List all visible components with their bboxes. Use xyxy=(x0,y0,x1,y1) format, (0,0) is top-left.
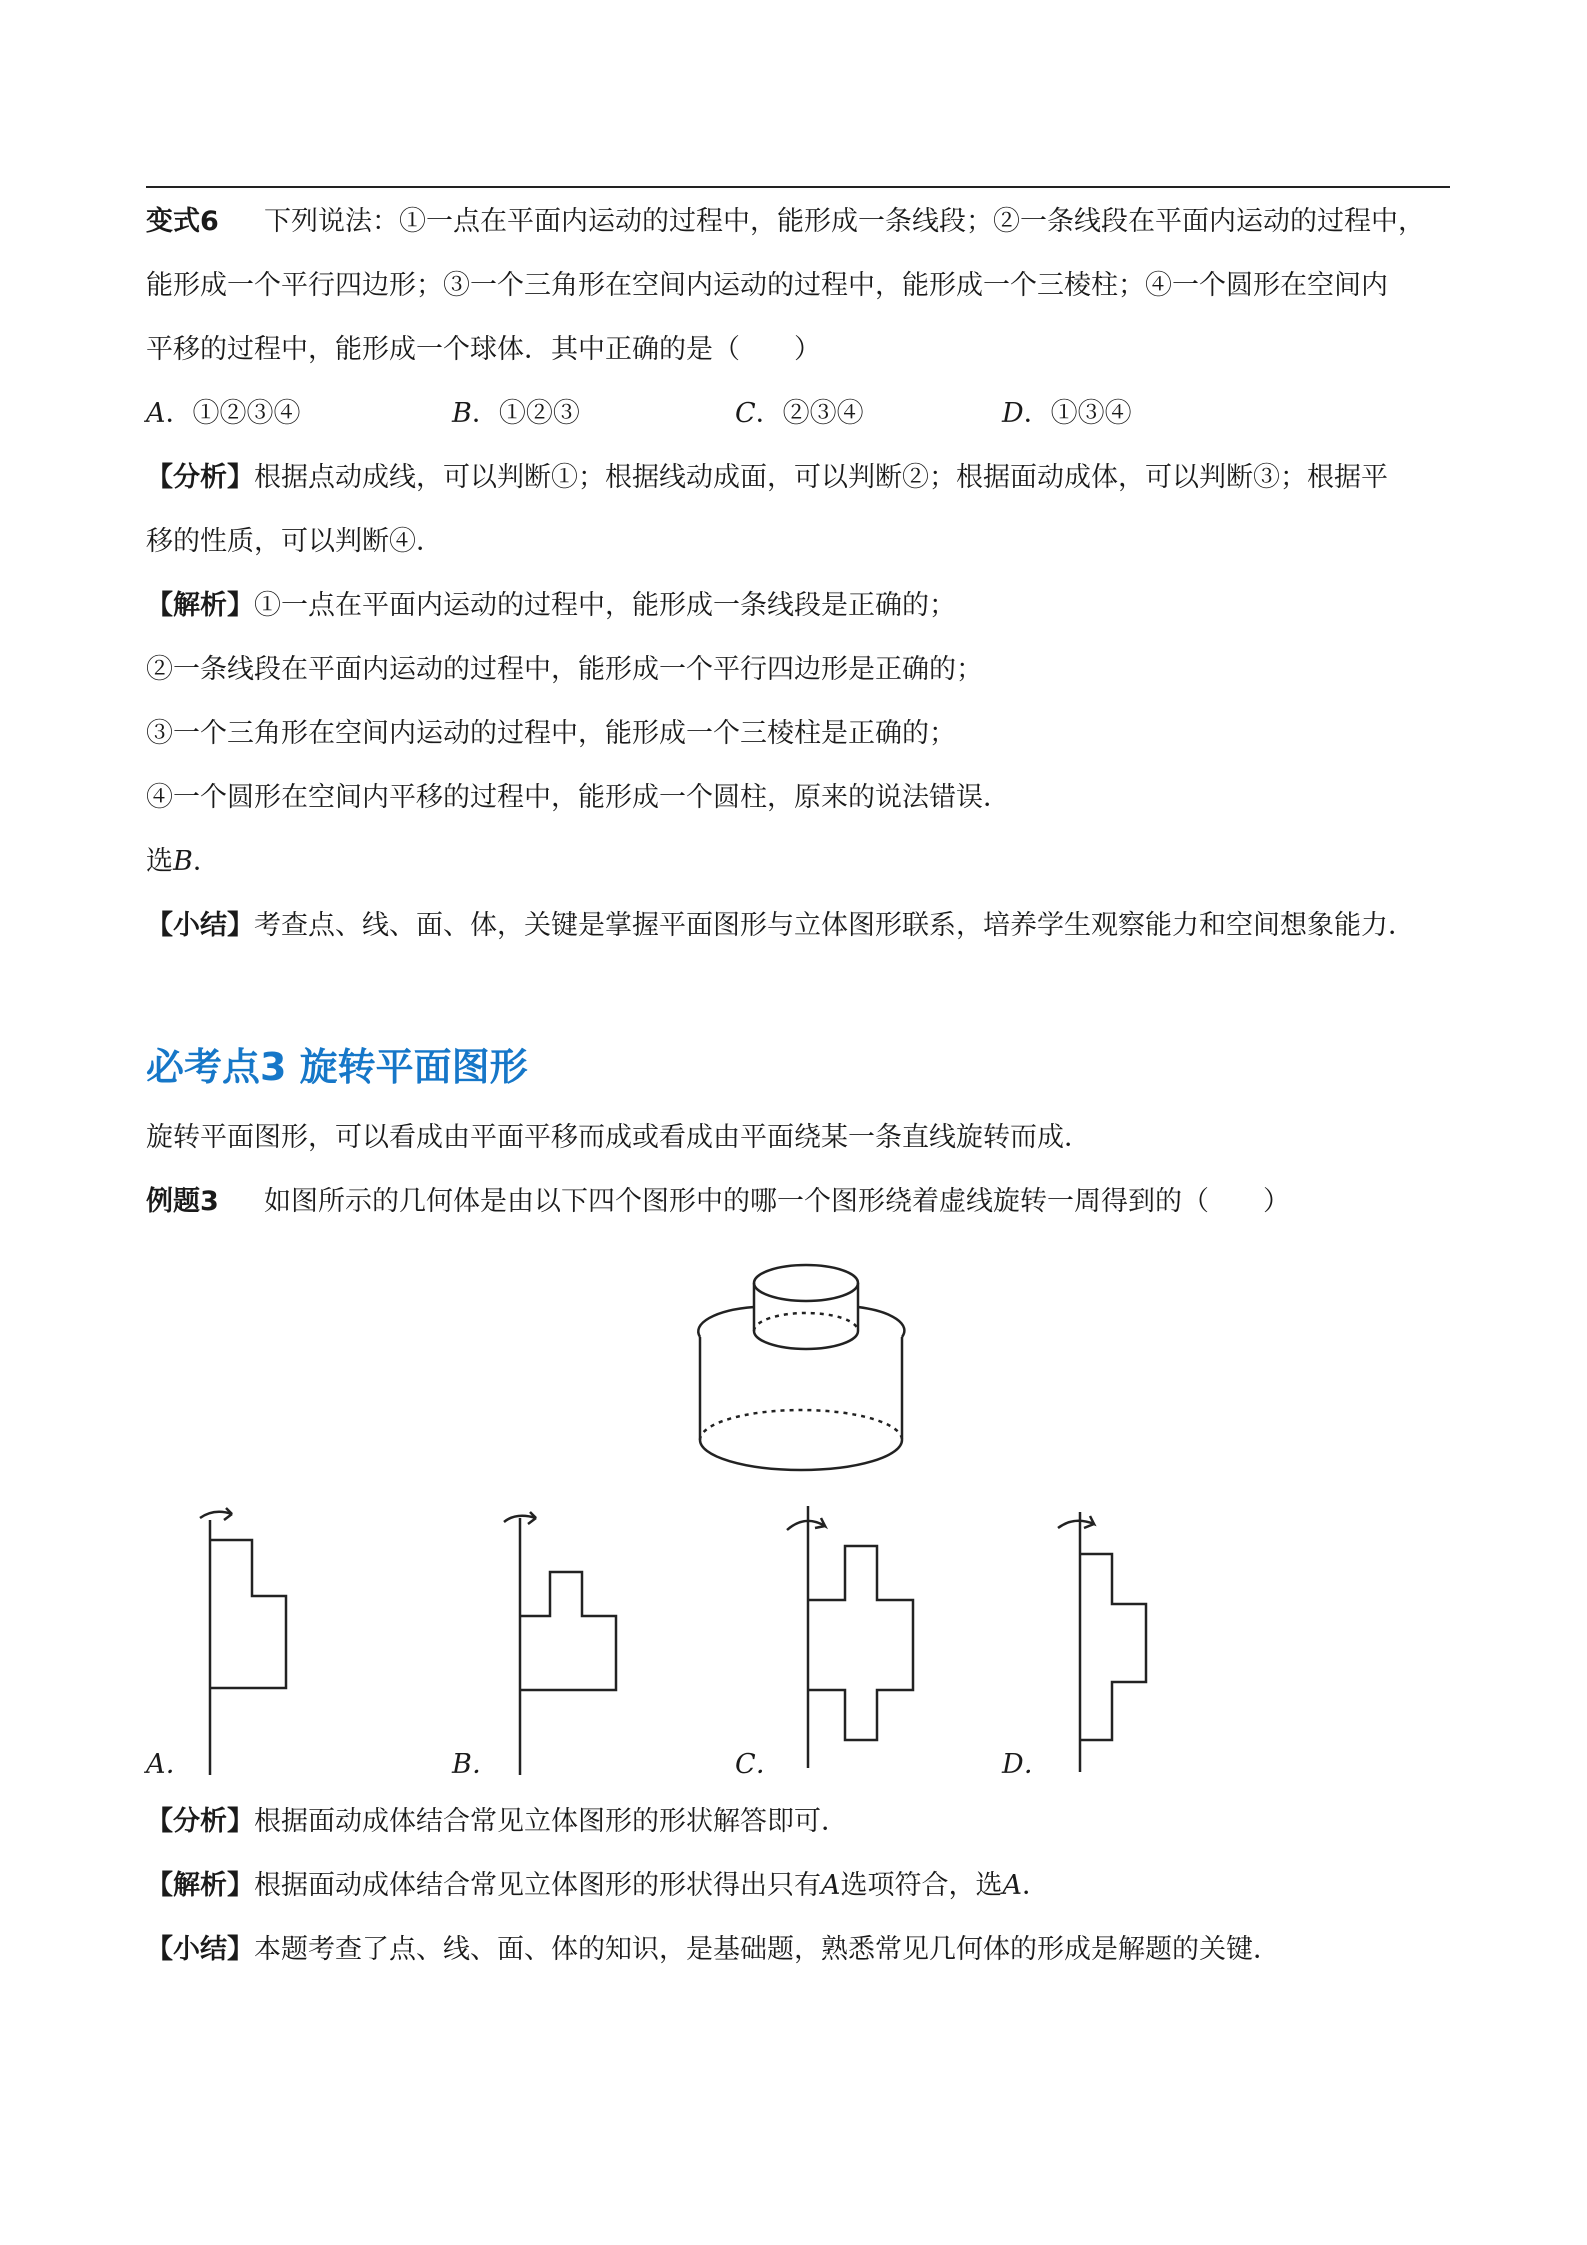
analysis-label: 【分析】 xyxy=(146,462,254,493)
example3-question: 例题3 如图所示的几何体是由以下四个图形中的哪一个图形绕着虚线旋转一周得到的（ ） xyxy=(146,1186,1290,1217)
variant6-solution-line4: ④一个圆形在空间内平移的过程中，能形成一个圆柱，原来的说法错误． xyxy=(146,782,1010,813)
variant6-analysis-line2: 移的性质，可以判断④． xyxy=(146,526,443,557)
solid-figure xyxy=(690,1255,910,1480)
option-a-shape xyxy=(180,1500,310,1775)
option-d-label: D． xyxy=(1002,1749,1051,1780)
summary-label: 【小结】 xyxy=(146,1934,254,1965)
variant6-line1 xyxy=(146,202,1456,242)
variant6-question-line3: 平移的过程中，能形成一个球体．其中正确的是（ ） xyxy=(146,334,821,365)
option-d-shape xyxy=(1050,1500,1160,1775)
variant6-solution-line3: ③一个三角形在空间内运动的过程中，能形成一个三棱柱是正确的； xyxy=(146,718,956,749)
variant6-analysis-line1: 【分析】根据点动成线，可以判断①；根据线动成面，可以判断②；根据面动成体，可以判断③；根据平 xyxy=(146,462,1388,493)
section-intro: 旋转平面图形，可以看成由平面平移而成或看成由平面绕某一条直线旋转而成． xyxy=(146,1122,1091,1153)
variant6-option-a: A．①②③④ xyxy=(146,398,301,429)
variant6-summary: 【小结】考查点、线、面、体，关键是掌握平面图形与立体图形联系，培养学生观察能力和空间想象能力． xyxy=(146,910,1415,941)
option-c-label: C． xyxy=(735,1749,783,1780)
option-c-shape xyxy=(775,1500,925,1775)
summary-label: 【小结】 xyxy=(146,910,254,941)
option-b-label: B． xyxy=(452,1749,499,1780)
example3-solution: 【解析】根据面动成体结合常见立体图形的形状得出只有A选项符合，选A． xyxy=(146,1870,1049,1901)
variant6-question-line2: 能形成一个平行四边形；③一个三角形在空间内运动的过程中，能形成一个三棱柱；④一个圆形在空间内 xyxy=(146,270,1388,301)
variant6-solution-line2: ②一条线段在平面内运动的过程中，能形成一个平行四边形是正确的； xyxy=(146,654,983,685)
solution-label: 【解析】 xyxy=(146,590,254,621)
example3-summary: 【小结】本题考查了点、线、面、体的知识，是基础题，熟悉常见几何体的形成是解题的关键． xyxy=(146,1934,1280,1965)
variant6-question-line1: 下列说法：①一点在平面内运动的过程中，能形成一条线段；②一条线段在平面内运动的过程中， xyxy=(263,206,1425,237)
section-heading: 必考点3 旋转平面图形 xyxy=(146,1045,528,1089)
variant6-option-d: D．①③④ xyxy=(1002,398,1132,429)
variant6-solution-line1: 【解析】①一点在平面内运动的过程中，能形成一条线段是正确的； xyxy=(146,590,956,621)
option-a-label: A． xyxy=(146,1749,193,1780)
variant6-option-b: B．①②③ xyxy=(452,398,580,429)
example3-label: 例题3 xyxy=(146,1186,219,1217)
solution-label: 【解析】 xyxy=(146,1870,254,1901)
option-b-shape xyxy=(490,1500,630,1775)
example3-analysis: 【分析】根据面动成体结合常见立体图形的形状解答即可． xyxy=(146,1806,848,1837)
top-divider xyxy=(146,186,1450,188)
variant6-label: 变式6 xyxy=(146,206,219,237)
variant6-option-c: C．②③④ xyxy=(735,398,864,429)
variant6-choose: 选B． xyxy=(146,846,220,877)
analysis-label: 【分析】 xyxy=(146,1806,254,1837)
